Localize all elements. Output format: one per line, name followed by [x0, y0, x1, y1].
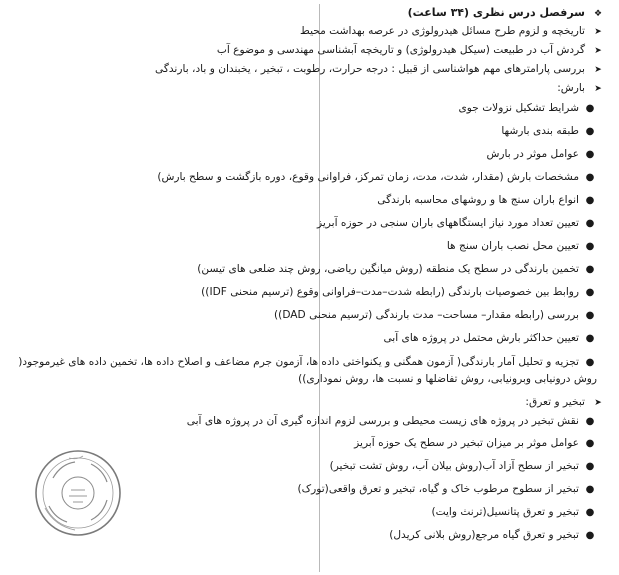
list-item-text: بررسی پارامترهای مهم هواشناسی از قبیل : درجه حرارت، رطوبت ، تبخیر ، یخبندان و باد، بارندگی — [155, 63, 585, 75]
list-item-text: طبقه بندی بارشها — [501, 125, 579, 137]
list-item-text: تعیین محل نصب باران سنج ها — [446, 240, 579, 252]
dot-bullet-icon: ● — [585, 218, 595, 229]
list-item-text: تبخیر و تعرق گیاه مرجع(روش بلانی کریدل) — [389, 529, 579, 541]
list-item-text: گردش آب در طبیعت (سیکل هیدرولوژی) و تاریخچه آبشناسی مهندسی و موضوع آب — [216, 44, 585, 56]
list-item-dot — [8, 414, 597, 429]
list-item-dot — [8, 216, 597, 231]
list-item-dot — [8, 262, 597, 277]
list-item-text: عوامل موثر بر میزان تبخیر در سطح یک حوزه آبریز — [354, 437, 579, 449]
list-item-text: روابط بین خصوصیات بارندگی (رابطه شدت–مدت–فراوانی وقوع (ترسیم منحنی IDF)) — [201, 286, 579, 298]
arrow-bullet-icon: ➤ — [594, 46, 602, 56]
dot-bullet-icon: ● — [585, 149, 595, 160]
section-heading — [8, 6, 605, 21]
list-item-arrow — [8, 395, 605, 410]
list-item-text: بارش: — [557, 82, 585, 94]
list-item-dot — [8, 239, 597, 254]
list-item-text: تبخیر از سطوح مرطوب خاک و گیاه، تبخیر و تعرق واقعی(تورک) — [297, 483, 579, 495]
list-item-text: عوامل موثر در بارش — [486, 148, 579, 160]
list-item-text: تبخیر از سطح آزاد آب(روش بیلان آب، روش تشت تبخیر) — [329, 460, 579, 472]
list-item-dot — [8, 124, 597, 139]
section-heading-text: سرفصل درس نظری (۳۴ ساعت) — [407, 6, 585, 19]
list-item-dot — [8, 101, 597, 116]
diamond-bullet-icon: ❖ — [593, 9, 603, 19]
list-item-arrow — [8, 24, 605, 39]
dot-bullet-icon: ● — [585, 172, 595, 183]
dot-bullet-icon: ● — [585, 507, 595, 518]
arrow-bullet-icon: ➤ — [594, 398, 602, 408]
list-item-text: انواع باران سنج ها و روشهای محاسبه بارندگی — [377, 194, 579, 206]
arrow-bullet-icon: ➤ — [594, 65, 602, 75]
list-item-text: شرایط تشکیل نزولات جوی — [458, 102, 579, 114]
list-item-text: تعیین تعداد مورد نیاز ایستگاههای باران سنجی در حوزه آبریز — [317, 217, 579, 229]
list-item-dot — [8, 331, 597, 346]
list-item-text: نقش تبخیر در پروژه های زیست محیطی و بررسی لزوم اندازه گیری آن در پروژه های آبی — [186, 415, 579, 427]
dot-bullet-icon: ● — [585, 530, 595, 541]
dot-bullet-icon: ● — [585, 484, 595, 495]
arrow-bullet-icon: ➤ — [594, 27, 602, 37]
dot-bullet-icon: ● — [585, 333, 595, 344]
dot-bullet-icon: ● — [585, 126, 595, 137]
dot-bullet-icon: ● — [585, 287, 595, 298]
list-item-arrow — [8, 62, 605, 77]
dot-bullet-icon: ● — [585, 461, 595, 472]
list-item-text: تبخیر و تعرق: — [525, 396, 585, 408]
list-item-text: تبخیر و تعرق پتانسیل(ترنث وایت) — [431, 506, 579, 518]
dot-bullet-icon: ● — [585, 357, 595, 368]
list-item-dot — [8, 285, 597, 300]
list-item-text: تعیین حداکثر بارش محتمل در پروژه های آبی — [383, 332, 579, 344]
list-item-text: بررسی (رابطه مقدار– مساحت– مدت بارندگی (ترسیم منحنی DAD)) — [274, 309, 579, 321]
list-item-dot — [8, 170, 597, 185]
list-item-dot — [8, 354, 597, 388]
list-item-dot — [8, 193, 597, 208]
list-item-text: تخمین بارندگی در سطح یک منطقه (روش میانگین ریاضی، روش چند ضلعی های تیسن) — [197, 263, 579, 275]
list-item-dot — [8, 308, 597, 323]
dot-bullet-icon: ● — [585, 103, 595, 114]
arrow-bullet-icon: ➤ — [594, 84, 602, 94]
list-item-text: تجزیه و تحلیل آمار بارندگی( آزمون همگنی و یکنواختی داده ها، آزمون جرم مضاعف و اصلاح داده ها، تخمین داده های غیرموجود( روش درونیابی وبرونیابی، روش تفاضلها و نسبت ها، روش نموداری)) — [18, 356, 597, 385]
list-item-text: مشخصات بارش (مقدار، شدت، مدت، زمان تمرکز، فراوانی وقوع، دوره بازگشت و سطح بارش) — [157, 171, 579, 183]
dot-bullet-icon: ● — [585, 438, 595, 449]
dot-bullet-icon: ● — [585, 195, 595, 206]
dot-bullet-icon: ● — [585, 416, 595, 427]
dot-bullet-icon: ● — [585, 264, 595, 275]
dot-bullet-icon: ● — [585, 310, 595, 321]
dot-bullet-icon: ● — [585, 241, 595, 252]
official-seal-stamp — [33, 448, 123, 538]
list-item-arrow — [8, 43, 605, 58]
list-item-text: تاریخچه و لزوم طرح مسائل هیدرولوژی در عرصه بهداشت محیط — [300, 25, 585, 37]
list-item-dot — [8, 147, 597, 162]
list-item-arrow — [8, 81, 605, 96]
